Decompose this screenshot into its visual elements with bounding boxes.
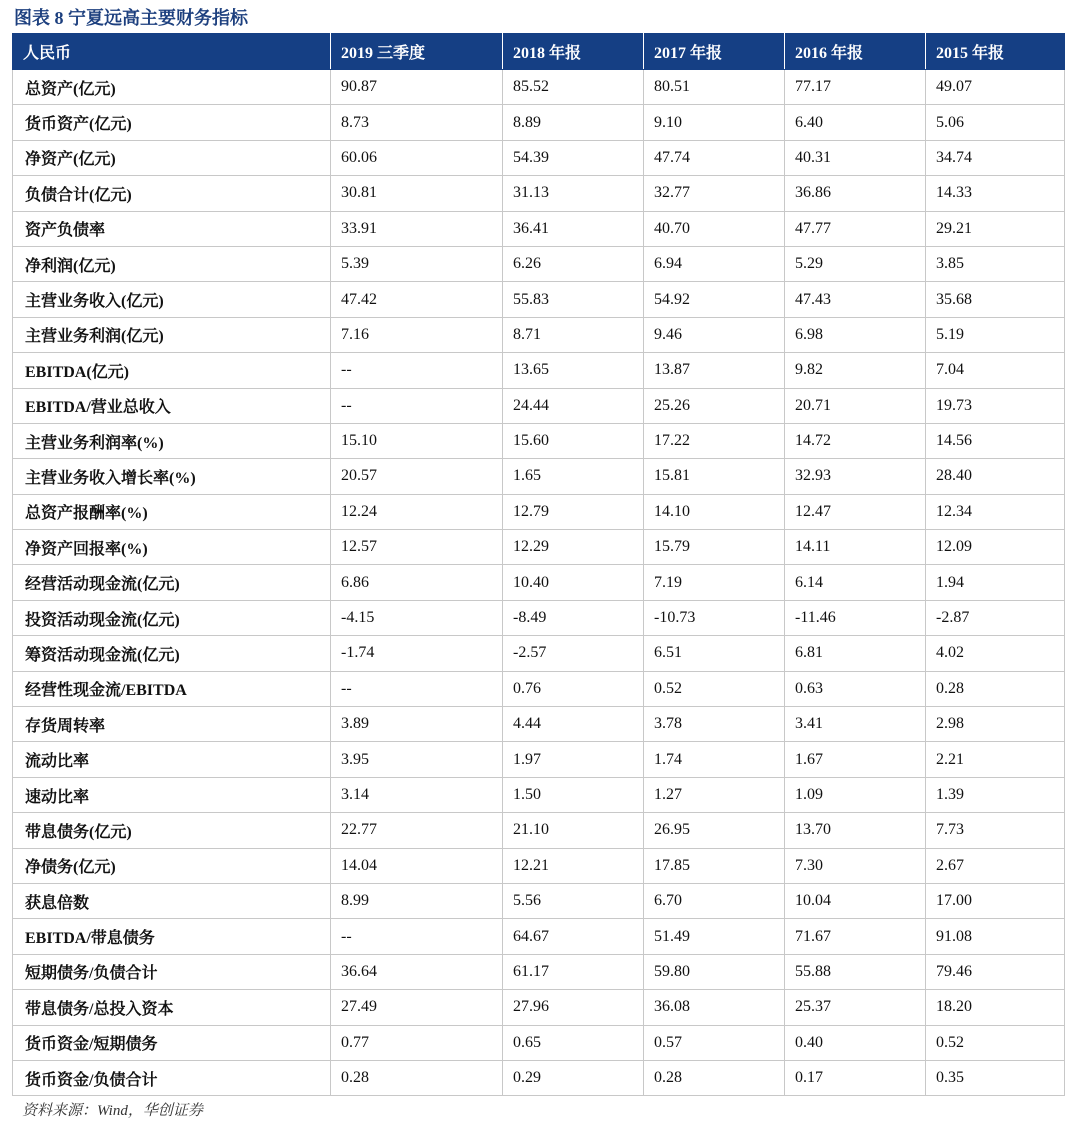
table-row [13,70,1065,105]
table-cell: 0.77 [331,1025,503,1060]
table-row [13,246,1065,281]
table-cell: 20.57 [331,459,503,494]
row-label: 净债务(亿元) [13,848,331,883]
table-cell: 64.67 [503,919,644,954]
table-cell: -10.73 [644,600,785,635]
table-cell: -- [331,919,503,954]
table-cell: 54.92 [644,282,785,317]
table-cell: 1.39 [926,777,1065,812]
table-row [13,707,1065,742]
table-cell: 60.06 [331,140,503,175]
table-cell: 9.10 [644,105,785,140]
table-cell: 24.44 [503,388,644,423]
table-cell: 1.50 [503,777,644,812]
table-row [13,848,1065,883]
row-label: 货币资金/负债合计 [13,1060,331,1095]
table-cell: 9.82 [785,353,926,388]
table-cell: 10.40 [503,565,644,600]
table-cell: 32.77 [644,176,785,211]
table-cell: 30.81 [331,176,503,211]
table-cell: 5.06 [926,105,1065,140]
table-row [13,459,1065,494]
table-cell: 0.57 [644,1025,785,1060]
table-cell: 10.04 [785,883,926,918]
table-cell: 51.49 [644,919,785,954]
header-cell-2018: 2018 年报 [503,34,644,70]
table-cell: 3.14 [331,777,503,812]
table-cell: 0.17 [785,1060,926,1095]
source-note: 资料来源：Wind，华创证券 [22,1103,203,1119]
row-label: 带息债务/总投入资本 [13,990,331,1025]
table-cell: -1.74 [331,636,503,671]
row-label: 流动比率 [13,742,331,777]
row-label: 主营业务利润(亿元) [13,317,331,352]
table-cell: 49.07 [926,70,1065,105]
table-cell: 0.28 [644,1060,785,1095]
table-cell: 40.31 [785,140,926,175]
row-label: 速动比率 [13,777,331,812]
table-cell: 8.73 [331,105,503,140]
table-row [13,282,1065,317]
table-cell: 6.51 [644,636,785,671]
table-cell: 0.28 [331,1060,503,1095]
table-cell: 36.64 [331,954,503,989]
table-cell: 4.02 [926,636,1065,671]
table-cell: 14.56 [926,423,1065,458]
table-cell: 5.29 [785,246,926,281]
table-cell: 32.93 [785,459,926,494]
table-cell: 13.65 [503,353,644,388]
table-row [13,1025,1065,1060]
table-cell: 1.27 [644,777,785,812]
table-cell: 33.91 [331,211,503,246]
table-cell: 12.79 [503,494,644,529]
table-cell: 3.78 [644,707,785,742]
table-cell: 14.72 [785,423,926,458]
table-cell: 0.29 [503,1060,644,1095]
table-cell: 6.81 [785,636,926,671]
table-cell: 2.98 [926,707,1065,742]
table-cell: 7.30 [785,848,926,883]
table-cell: 3.89 [331,707,503,742]
table-cell: 36.08 [644,990,785,1025]
table-cell: 14.04 [331,848,503,883]
table-cell: -2.57 [503,636,644,671]
table-cell: 91.08 [926,919,1065,954]
table-cell: 2.67 [926,848,1065,883]
table-cell: 7.73 [926,813,1065,848]
row-label: 经营活动现金流(亿元) [13,565,331,600]
table-cell: 29.21 [926,211,1065,246]
table-cell: 85.52 [503,70,644,105]
table-row [13,813,1065,848]
row-label: 净利润(亿元) [13,246,331,281]
table-cell: 7.04 [926,353,1065,388]
table-cell: 14.11 [785,530,926,565]
table-row [13,353,1065,388]
table-cell: 3.95 [331,742,503,777]
table-cell: 15.81 [644,459,785,494]
table-cell: 12.57 [331,530,503,565]
header-cell-2015: 2015 年报 [926,34,1065,70]
table-cell: 36.41 [503,211,644,246]
table-row [13,954,1065,989]
table-cell: 31.13 [503,176,644,211]
row-label: 货币资金/短期债务 [13,1025,331,1060]
table-cell: 77.17 [785,70,926,105]
table-body [13,70,1065,1096]
row-label: 总资产(亿元) [13,70,331,105]
table-cell: 34.74 [926,140,1065,175]
table-cell: 1.94 [926,565,1065,600]
table-cell: 2.21 [926,742,1065,777]
table-cell: 1.74 [644,742,785,777]
table-cell: 21.10 [503,813,644,848]
table-cell: 55.83 [503,282,644,317]
table-cell: 36.86 [785,176,926,211]
table-header-row [13,34,1065,70]
table-cell: 0.76 [503,671,644,706]
financial-indicators-table [12,33,1065,1096]
table-row [13,494,1065,529]
table-cell: 25.26 [644,388,785,423]
table-cell: 12.47 [785,494,926,529]
table-row [13,1060,1065,1095]
table-cell: -- [331,388,503,423]
table-cell: 6.94 [644,246,785,281]
table-cell: 12.09 [926,530,1065,565]
table-cell: 0.28 [926,671,1065,706]
table-cell: 28.40 [926,459,1065,494]
table-row [13,919,1065,954]
row-label: 主营业务利润率(%) [13,423,331,458]
table-cell: 5.56 [503,883,644,918]
table-cell: -8.49 [503,600,644,635]
row-label: 获息倍数 [13,883,331,918]
table-cell: 1.67 [785,742,926,777]
table-row [13,176,1065,211]
table-cell: 0.40 [785,1025,926,1060]
row-label: 主营业务收入(亿元) [13,282,331,317]
table-cell: -- [331,353,503,388]
table-cell: 61.17 [503,954,644,989]
table-cell: 8.89 [503,105,644,140]
row-label: 短期债务/负债合计 [13,954,331,989]
table-cell: 8.71 [503,317,644,352]
table-cell: 18.20 [926,990,1065,1025]
table-cell: -- [331,671,503,706]
table-cell: 15.10 [331,423,503,458]
table-cell: 20.71 [785,388,926,423]
table-row [13,211,1065,246]
table-cell: 12.29 [503,530,644,565]
table-cell: 0.65 [503,1025,644,1060]
table-cell: 1.09 [785,777,926,812]
table-cell: 26.95 [644,813,785,848]
header-cell-2016: 2016 年报 [785,34,926,70]
table-cell: 6.40 [785,105,926,140]
table-cell: 59.80 [644,954,785,989]
table-cell: 19.73 [926,388,1065,423]
table-cell: 5.39 [331,246,503,281]
row-label: 带息债务(亿元) [13,813,331,848]
row-label: EBITDA/营业总收入 [13,388,331,423]
table-cell: 25.37 [785,990,926,1025]
table-row [13,423,1065,458]
table-cell: 12.21 [503,848,644,883]
table-cell: 14.33 [926,176,1065,211]
table-cell: 12.24 [331,494,503,529]
table-row [13,671,1065,706]
table-row [13,883,1065,918]
table-cell: 71.67 [785,919,926,954]
table-cell: 9.46 [644,317,785,352]
table-cell: 47.77 [785,211,926,246]
table-cell: 6.14 [785,565,926,600]
table-cell: 6.98 [785,317,926,352]
table-cell: 90.87 [331,70,503,105]
row-label: EBITDA/带息债务 [13,919,331,954]
table-cell: 47.43 [785,282,926,317]
table-row [13,530,1065,565]
table-cell: 40.70 [644,211,785,246]
table-cell: 13.70 [785,813,926,848]
table-cell: 6.70 [644,883,785,918]
table-row [13,777,1065,812]
table-cell: 0.52 [926,1025,1065,1060]
table-cell: 8.99 [331,883,503,918]
row-label: EBITDA(亿元) [13,353,331,388]
row-label: 投资活动现金流(亿元) [13,600,331,635]
table-cell: 0.52 [644,671,785,706]
row-label: 存货周转率 [13,707,331,742]
table-cell: 6.86 [331,565,503,600]
table-cell: 3.41 [785,707,926,742]
table-cell: 47.74 [644,140,785,175]
row-label: 净资产(亿元) [13,140,331,175]
table-cell: 15.60 [503,423,644,458]
table-cell: 27.96 [503,990,644,1025]
table-cell: 35.68 [926,282,1065,317]
table-row [13,636,1065,671]
table-row [13,990,1065,1025]
row-label: 主营业务收入增长率(%) [13,459,331,494]
table-cell: 7.16 [331,317,503,352]
table-cell: -4.15 [331,600,503,635]
table-cell: 7.19 [644,565,785,600]
table-cell: 54.39 [503,140,644,175]
table-row [13,388,1065,423]
table-cell: 47.42 [331,282,503,317]
table-row [13,105,1065,140]
table-cell: 55.88 [785,954,926,989]
row-label: 净资产回报率(%) [13,530,331,565]
table-cell: 27.49 [331,990,503,1025]
table-cell: 13.87 [644,353,785,388]
table-row [13,565,1065,600]
table-cell: 1.97 [503,742,644,777]
table-cell: 22.77 [331,813,503,848]
table-cell: 79.46 [926,954,1065,989]
table-cell: -2.87 [926,600,1065,635]
table-cell: 80.51 [644,70,785,105]
table-row [13,600,1065,635]
table-cell: 4.44 [503,707,644,742]
row-label: 负债合计(亿元) [13,176,331,211]
row-label: 总资产报酬率(%) [13,494,331,529]
table-row [13,140,1065,175]
table-cell: 1.65 [503,459,644,494]
row-label: 资产负债率 [13,211,331,246]
header-cell-label: 人民币 [13,34,331,70]
figure-title: 图表 8 宁夏远高主要财务指标 [14,8,248,28]
table-cell: -11.46 [785,600,926,635]
row-label: 筹资活动现金流(亿元) [13,636,331,671]
table-cell: 15.79 [644,530,785,565]
table-row [13,317,1065,352]
table-cell: 0.63 [785,671,926,706]
row-label: 货币资产(亿元) [13,105,331,140]
row-label: 经营性现金流/EBITDA [13,671,331,706]
table-cell: 17.22 [644,423,785,458]
table-cell: 17.85 [644,848,785,883]
table-cell: 6.26 [503,246,644,281]
table-cell: 5.19 [926,317,1065,352]
table-row [13,742,1065,777]
table-cell: 14.10 [644,494,785,529]
table-cell: 17.00 [926,883,1065,918]
header-cell-2019q3: 2019 三季度 [331,34,503,70]
table-cell: 12.34 [926,494,1065,529]
table-cell: 0.35 [926,1060,1065,1095]
table-cell: 3.85 [926,246,1065,281]
header-cell-2017: 2017 年报 [644,34,785,70]
